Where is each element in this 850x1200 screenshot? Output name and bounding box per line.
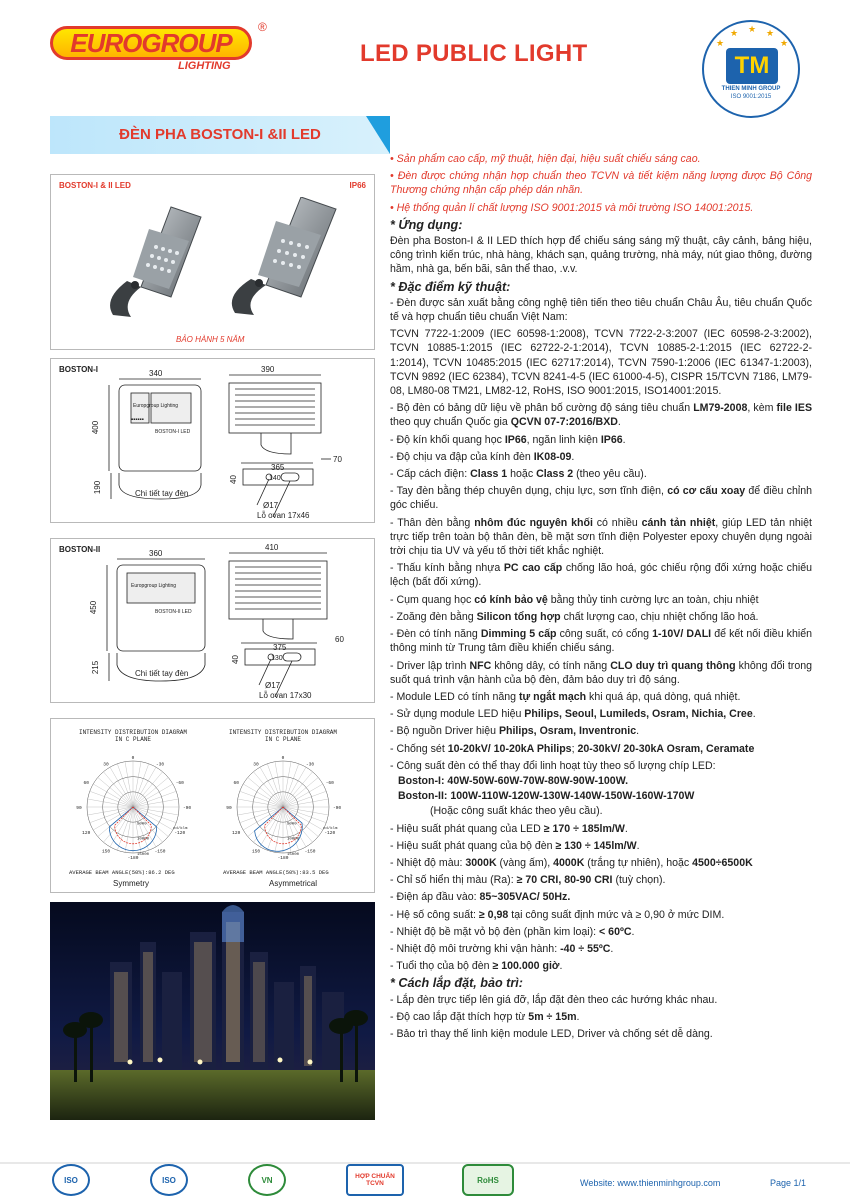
hole-diameter: Ø17 [265,681,281,690]
polar-angle-label: 120 [82,831,91,836]
spec-item: - Module LED có tính năng tự ngắt mạch khi quá áp, quá dòng, quá nhiệt. [390,690,741,703]
spec-item: - Cấp cách điện: Class 1 hoặc Class 2 (theo yêu cầu). [390,468,647,481]
spec-item: - Nhiệt độ môi trường khi vận hành: -40 ÷ 55ºC. [390,942,614,955]
polar-angle-label: -150 [304,849,316,855]
spec-item: - Nhiệt độ màu: 3000K (vàng ấm), 4000K (trắng tự nhiên), hoặc 4500÷6500K [390,856,753,869]
spec-item: - Driver lập trình NFC không dây, có tính năng CLO duy trì quang thông không đổi trong suốt quá trình vận hành của bộ đèn, đảm bảo duy trì độ sáng. [390,659,812,686]
night-city-photo [50,902,375,1120]
dim-bracket-height: 190 [93,480,103,495]
polar-right-caption: Asymmetrical [269,879,318,888]
dim-depth: 70 [333,455,342,464]
logo-subtitle: LIGHTING [178,60,231,72]
bracket-detail-caption: Chi tiết tay đèn [135,489,189,498]
dim-depth: 60 [335,635,344,644]
polar-unit-label: cd/klm [323,827,338,831]
polar-left-caption: Symmetry [113,879,149,888]
intensity-curve [255,807,303,851]
dim-bracket-width: 375 [273,643,287,652]
usage-heading: * Ứng dụng: [390,217,463,232]
star-icon: ★ [780,38,789,48]
spec-item: - Cụm quang học có kính bảo vệ bằng thủy tinh cường lực an toàn, chịu nhiệt [390,593,759,606]
diagram-label: BOSTON-I [59,365,98,374]
power-boston-2: Boston-II: 100W-110W-120W-130W-140W-150W-160W-170W [398,790,695,803]
polar-ring-label: 5000 [137,822,147,827]
spec-item: - Zoăng đèn bằng Silicon tổng hợp chất lượng cao, chịu nhiệt chống lão hoá. [390,610,759,623]
dim-bracket-width: 365 [271,463,285,472]
polar-angle-label: 60 [83,781,89,786]
diagram-label: BOSTON-II [59,545,101,554]
footer-website[interactable]: Website: www.thienminhgroup.com [580,1178,721,1188]
front-brand: Europgroup Lighting [131,583,177,589]
bracket-detail-caption: Chi tiết tay đèn [135,669,189,678]
spec-item: - Hiệu suất phát quang của LED ≥ 170 ÷ 185lm/W. [390,822,628,835]
title-bar-accent [366,116,390,154]
intro-bullet: • Đèn được chứng nhận hợp chuẩn theo TCVN và tiết kiệm năng lượng được Bộ Công Thương chứng nhận cấp phép dán nhãn. [390,170,812,197]
tcvn-standard-badge: HỢP CHUẨN TCVN [346,1164,404,1196]
dim-width-side: 390 [261,365,275,374]
spec-item: - Đèn có tính năng Dimming 5 cấp công suất, có cổng 1-10V/ DALI để kết nối điều khiển thông minh từ Trung tâm điều khiển chiếu sáng. [390,628,812,655]
spec-item: - Độ chịu va đập của kính đèn IK08-09. [390,450,575,463]
polar-ring-label: 5000 [287,822,297,827]
spec-item: - Tuổi thọ của bộ đèn ≥ 100.000 giờ. [390,960,563,973]
oval-hole: Lỗ ovan 17x30 [259,691,312,700]
spec-item: - Tay đèn bằng thép chuyên dụng, chịu lực, sơn tĩnh điện, có cơ cấu xoay để điều chỉnh góc chiếu. [390,485,812,512]
thien-minh-cert-logo [702,20,800,118]
polar-angle-label: 0 [131,756,135,761]
polar-angle-label: 90 [226,806,232,811]
dimension-diagram-boston-1 [50,358,375,523]
footer-divider [0,1162,850,1164]
technical-drawing [51,359,376,524]
specs-heading: * Đặc điểm kỹ thuật: [390,279,511,294]
polar-angle-label: 30 [103,762,109,768]
technical-drawing [51,539,376,704]
spec-item: - Chống sét 10-20kV/ 10-20kA Philips; 20-30kV/ 20-30kA Osram, Ceramate [390,742,755,755]
polar-angle-label: 150 [101,849,111,855]
dim-height-front: 400 [91,420,101,435]
iso-cert-badge: ISO [52,1164,90,1196]
polar-angle-label: -150 [154,849,166,855]
polar-angle-label: 0 [281,756,285,761]
dim-width-front: 360 [149,549,163,558]
dim-width-side: 410 [265,543,279,552]
spec-item: - Hiệu suất phát quang của bộ đèn ≥ 130 ÷ 145lm/W. [390,839,640,852]
polar-angle-label: -120 [174,831,186,836]
usage-text: Đèn pha Boston-I & II LED thích hợp để chiếu sáng sáng mỹ thuật, cây cảnh, bảng hiệu, công trình kiến trúc, nhà hàng, khách sạn, quảng trường, nhà máy, nút giao thông, đường hầm, nhà ga, bến bãi, sân thể thao, .v.v. [390,235,812,276]
polar-plot [226,755,341,861]
polar-angle-label: 60 [233,781,239,786]
polar-ring-label: 15000 [287,853,300,857]
photo-label-left: BOSTON-I & II LED [59,181,131,190]
polar-angle-label: -90 [332,806,342,811]
eurogroup-logo [50,22,270,74]
intro-bullet: • Hệ thống quản lí chất lượng ISO 9001:2015 và môi trường ISO 14001:2015. [390,201,754,214]
front-model: BOSTON-II LED [155,609,192,615]
page-title: LED PUBLIC LIGHT [360,40,588,67]
polar-angle-label: -180 [127,856,139,861]
photo-label-right: IP66 [349,181,366,190]
polar-angle-label: -60 [175,781,184,786]
polar-angle-label: 90 [76,806,82,811]
spec-item: - Công suất đèn có thể thay đổi linh hoạt tùy theo số lượng chíp LED: [390,759,716,772]
polar-angle-label: -30 [305,762,315,768]
polar-angle-label: 150 [251,849,261,855]
logo-wordmark: EUROGROUP [50,26,252,60]
polar-angle-label: 120 [232,831,241,836]
polar-ring-label: 10000 [137,837,150,842]
polar-ring-label: 10000 [287,837,300,842]
spec-item: - Điện áp đầu vào: 85~305VAC/ 50Hz. [390,891,571,904]
product-photo-panel [50,174,375,350]
svg-text:▪▪▪▪▪▪: ▪▪▪▪▪▪ [131,417,144,423]
front-brand: Europgroup Lighting [133,403,179,409]
dim-height-front: 450 [89,600,99,615]
polar-angle-label: -90 [182,806,192,811]
polar-angle-label: -120 [324,831,336,836]
polar-angle-label: -30 [155,762,165,768]
polar-diagrams [51,719,376,894]
vn-quality-badge: VN [248,1164,286,1196]
polar-ring-label: 15000 [137,853,150,857]
polar-angle-label: 30 [253,762,259,768]
product-photo [91,197,341,317]
install-item: - Lắp đèn trực tiếp lên giá đỡ, lắp đặt đèn theo các hướng khác nhau. [390,993,718,1006]
dim-width-front: 340 [149,369,163,378]
star-icon: ★ [716,38,725,48]
warranty-caption: BẢO HÀNH 5 NĂM [176,335,245,344]
dim-bracket-height: 215 [91,660,101,675]
spec-standards: TCVN 7722-1:2009 (IEC 60598-1:2008), TCVN 7722-2-3:2007 (IEC 60598-2-3:2002), TCVN 10885-1:2015 (IEC 62722-2-1:2014), TCVN 10885-2-1:2015 (IEC 62722-2-1:2014), TCVN 10485:2015 (IEC 62717:2014), TCVN 7590-1:2006 (IEC 61347-1:2003), TCVN 9892 (IEC 62384), TCVN 8241-4-5 (IEC 61000-4-5), CISPR 15/TCVN 7186, LM79-08, LM80-08 TM21, LM82-12, RoHS, ISO 9001:2015, ISO14001:2015. [390,328,812,398]
intro-bullet: • Sản phẩm cao cấp, mỹ thuật, hiện đại, hiệu suất chiếu sáng cao. [390,153,701,165]
spec-intro: - Đèn được sản xuất bằng công nghệ tiên tiến theo tiêu chuẩn Châu Âu, tiêu chuẩn Quốc tế và hợp chuẩn tiêu chuẩn Việt Nam: [390,296,812,324]
cert-logo-iso: ISO 9001:2015 [730,94,772,100]
iso-cert-badge: ISO [150,1164,188,1196]
polar-plot [76,755,191,861]
star-icon: ★ [748,24,757,34]
spec-item: - Độ kín khối quang học IP66, ngăn linh kiện IP66. [390,433,626,446]
product-description [390,152,812,1044]
registered-mark: ® [258,20,267,34]
footer-page-number: Page 1/1 [770,1178,807,1188]
polar-right-footer: AVERAGE BEAM ANGLE(50%):83.5 DEG [223,869,329,876]
polar-right-title: INTENSITY DISTRIBUTION DIAGRAM IN C PLANE [228,729,338,743]
oval-hole: Lỗ ovan 17x46 [257,511,310,520]
dimension-diagram-boston-2 [50,538,375,703]
polar-left-title: INTENSITY DISTRIBUTION DIAGRAM IN C PLANE [78,729,188,743]
spec-item: - Nhiệt độ bề mặt vỏ bộ đèn (phần kim loại): < 60ºC. [390,925,635,938]
dim-bracket-inner: 130 [271,655,283,662]
dim-bracket-depth: 40 [228,475,238,484]
dim-bracket-inner: 140 [269,475,281,482]
rohs-badge: RoHS [462,1164,514,1196]
star-icon: ★ [766,28,775,38]
hole-diameter: Ø17 [263,501,279,510]
power-boston-1: Boston-I: 40W-50W-60W-70W-80W-90W-100W. [398,774,629,787]
polar-angle-label: -60 [325,781,334,786]
install-item: - Độ cao lắp đặt thích hợp từ 5m ÷ 15m. [390,1010,580,1023]
intensity-distribution-panel [50,718,375,893]
polar-angle-label: -180 [277,856,289,861]
polar-unit-label: cd/klm [173,827,188,831]
product-title: ĐÈN PHA BOSTON-I &II LED [119,126,321,143]
spec-item: - Thân đèn bằng nhôm đúc nguyên khối có nhiều cánh tản nhiệt, giúp LED tản nhiệt trực tiếp trên toàn bộ thân đèn, bề mặt sơn tĩnh điện Polyester epoxy chuyên dụng ngoài trời chịu tia UV và yếu tố thời tiết khắc nghiệt. [390,516,812,558]
dim-bracket-depth: 40 [230,655,240,664]
tm-logo-mark: TM [726,48,778,84]
spec-item: - Chỉ số hiển thị màu (Ra): ≥ 70 CRI, 80-90 CRI (tuỳ chọn). [390,874,666,887]
install-item: - Bảo trì thay thế linh kiện module LED, Driver và chống sét dễ dàng. [390,1027,713,1040]
spec-item: - Bộ đèn có bảng dữ liệu về phân bố cường độ sáng tiêu chuẩn LM79-2008, kèm file IES theo quy chuẩn Quốc gia QCVN 07-7:2016/BXD. [390,402,813,429]
spec-item: - Thấu kính bằng nhựa PC cao cấp chống lão hoá, góc chiếu rộng đối xứng hoặc chiếu lệch (bất đối xứng). [390,562,812,589]
cert-logo-name: THIEN MINH GROUP [721,86,781,92]
product-title-bar [50,116,390,154]
power-note: (Hoặc công suất khác theo yêu cầu). [430,805,603,818]
spec-item: - Bộ nguồn Driver hiệu Philips, Osram, Inventronic. [390,725,640,738]
spec-item: - Sử dụng module LED hiệu Philips, Seoul, Lumileds, Osram, Nichia, Cree. [390,708,756,721]
front-model: BOSTON-I LED [155,429,191,435]
spec-item: - Hệ số công suất: ≥ 0,98 tại công suất định mức và ≥ 0,90 ở mức DIM. [390,908,725,921]
star-icon: ★ [730,28,739,38]
polar-left-footer: AVERAGE BEAM ANGLE(50%):86.2 DEG [69,869,175,876]
install-heading: * Cách lắp đặt, bảo trì: [390,976,523,991]
